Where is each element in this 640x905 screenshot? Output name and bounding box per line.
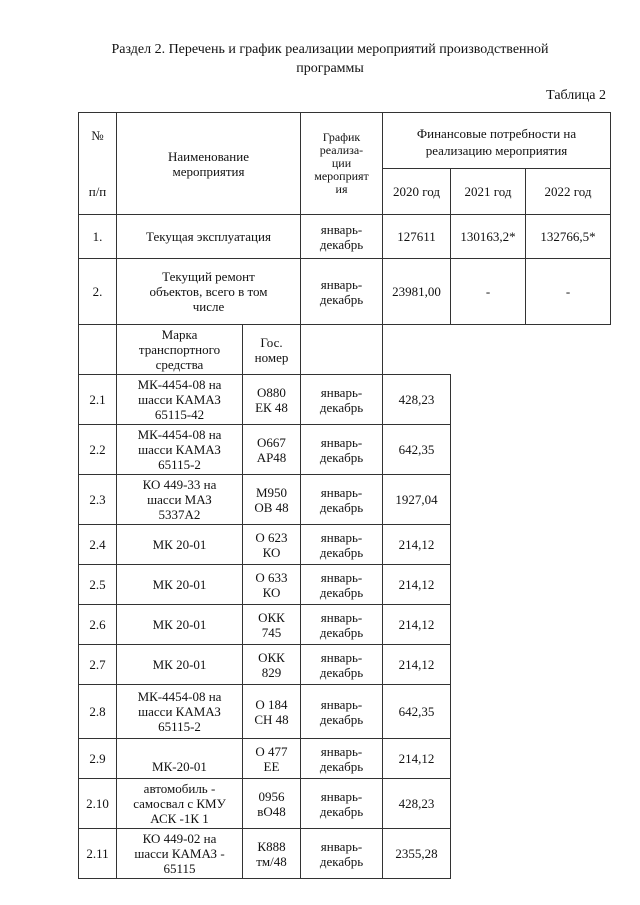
row-num: 2.11	[79, 829, 117, 879]
row-reg-number: О880 ЕК 48	[243, 375, 301, 425]
row-schedule: январь- декабрь	[301, 375, 383, 425]
row-schedule: январь- декабрь	[301, 739, 383, 779]
row-num: 2.1	[79, 375, 117, 425]
table-row	[79, 475, 611, 525]
row-reg-number: ОКК 745	[243, 605, 301, 645]
table-row	[79, 259, 611, 325]
row-reg-number: К888 тм/48	[243, 829, 301, 879]
row-num: 2.6	[79, 605, 117, 645]
row-reg-number: 0956 вО48	[243, 779, 301, 829]
table-row	[79, 425, 611, 475]
row-value-2020: 23981,00	[383, 259, 451, 325]
table-label: Таблица 2	[546, 88, 606, 103]
row-value-2020: 642,35	[383, 425, 451, 475]
empty-cell	[451, 475, 611, 525]
row-reg-number: О 623 КО	[243, 525, 301, 565]
year-2022-header: 2022 год	[526, 169, 611, 215]
row-value-2020: 214,12	[383, 525, 451, 565]
row-schedule: январь- декабрь	[301, 605, 383, 645]
row-brand: МК 20-01	[117, 645, 243, 685]
row-schedule: январь- декабрь	[301, 565, 383, 605]
table-row	[79, 739, 611, 779]
empty-cell	[451, 645, 611, 685]
row-num: 2.4	[79, 525, 117, 565]
row-num: 2.5	[79, 565, 117, 605]
row-num: 2.	[79, 259, 117, 325]
num-header-bottom: п/п	[88, 184, 107, 199]
header-row-1	[79, 113, 611, 169]
row-reg-number: М950 ОВ 48	[243, 475, 301, 525]
row-num: 2.9	[79, 739, 117, 779]
table-row	[79, 375, 611, 425]
events-table	[78, 112, 611, 879]
empty-cell	[451, 565, 611, 605]
row-value-2020: 642,35	[383, 685, 451, 739]
empty-cell	[451, 685, 611, 739]
name-header: Наименование мероприятия	[117, 113, 301, 215]
row-value-2020: 428,23	[383, 779, 451, 829]
reg-number-header: Гос. номер	[243, 325, 301, 375]
row-value-2020: 428,23	[383, 375, 451, 425]
finance-header: Финансовые потребности на реализацию мероприятия	[383, 113, 611, 169]
row-value-2022: 132766,5*	[526, 215, 611, 259]
row-num: 2.7	[79, 645, 117, 685]
num-header-cell	[79, 113, 117, 215]
row-brand: МК 20-01	[117, 565, 243, 605]
empty-cell	[79, 325, 117, 375]
row-value-2021: -	[451, 259, 526, 325]
row-value-2020: 2355,28	[383, 829, 451, 879]
num-header-top: №	[91, 128, 104, 143]
section-title: Раздел 2. Перечень и график реализации мероприятий производственной программы	[111, 42, 549, 76]
row-brand: КО 449-33 на шасси МАЗ 5337А2	[117, 475, 243, 525]
row-value-2021: 130163,2*	[451, 215, 526, 259]
brand-header: Марка транспортного средства	[117, 325, 243, 375]
row-value-2020: 214,12	[383, 565, 451, 605]
row-brand: МК 20-01	[117, 605, 243, 645]
row-schedule: январь- декабрь	[301, 685, 383, 739]
sub-header-row	[79, 325, 611, 375]
row-value-2020: 214,12	[383, 605, 451, 645]
empty-cell	[451, 375, 611, 425]
table-row	[79, 605, 611, 645]
row-schedule: январь- декабрь	[301, 215, 383, 259]
row-reg-number: О 633 КО	[243, 565, 301, 605]
row-schedule: январь- декабрь	[301, 475, 383, 525]
row-schedule: январь- декабрь	[301, 779, 383, 829]
year-2021-header: 2021 год	[451, 169, 526, 215]
row-reg-number: О667 АР48	[243, 425, 301, 475]
row-name: Текущий ремонт объектов, всего в том числе	[117, 259, 301, 325]
table-row	[79, 645, 611, 685]
table-row	[79, 215, 611, 259]
row-value-2022: -	[526, 259, 611, 325]
row-value-2020: 214,12	[383, 739, 451, 779]
row-name: Текущая эксплуатация	[117, 215, 301, 259]
empty-cell	[451, 779, 611, 829]
row-brand: МК 20-01	[117, 525, 243, 565]
empty-cell	[451, 425, 611, 475]
row-value-2020: 127611	[383, 215, 451, 259]
empty-cell	[383, 325, 611, 375]
table-row	[79, 829, 611, 879]
empty-cell	[451, 829, 611, 879]
table-row	[79, 685, 611, 739]
empty-cell	[451, 605, 611, 645]
row-schedule: январь- декабрь	[301, 525, 383, 565]
year-2020-header: 2020 год	[383, 169, 451, 215]
row-reg-number: ОКК 829	[243, 645, 301, 685]
row-brand: МК-4454-08 на шасси КАМАЗ 65115-2	[117, 685, 243, 739]
table-row	[79, 779, 611, 829]
row-schedule: январь- декабрь	[301, 259, 383, 325]
empty-cell	[451, 739, 611, 779]
row-value-2020: 214,12	[383, 645, 451, 685]
row-schedule: январь- декабрь	[301, 645, 383, 685]
row-num: 2.3	[79, 475, 117, 525]
row-brand: МК-20-01	[117, 739, 243, 779]
row-num: 1.	[79, 215, 117, 259]
empty-cell	[451, 525, 611, 565]
row-reg-number: О 477 ЕЕ	[243, 739, 301, 779]
row-schedule: январь- декабрь	[301, 425, 383, 475]
schedule-header: График реализа- ции мероприят ия	[301, 113, 383, 215]
row-brand: МК-4454-08 на шасси КАМАЗ 65115-42	[117, 375, 243, 425]
table-row	[79, 525, 611, 565]
row-value-2020: 1927,04	[383, 475, 451, 525]
row-brand: автомобиль - самосвал с КМУ АСК -1К 1	[117, 779, 243, 829]
row-brand: МК-4454-08 на шасси КАМАЗ 65115-2	[117, 425, 243, 475]
row-num: 2.10	[79, 779, 117, 829]
row-schedule: январь- декабрь	[301, 829, 383, 879]
row-reg-number: О 184 СН 48	[243, 685, 301, 739]
row-num: 2.2	[79, 425, 117, 475]
row-brand: КО 449-02 на шасси КАМАЗ - 65115	[117, 829, 243, 879]
row-num: 2.8	[79, 685, 117, 739]
empty-cell	[301, 325, 383, 375]
table-row	[79, 565, 611, 605]
